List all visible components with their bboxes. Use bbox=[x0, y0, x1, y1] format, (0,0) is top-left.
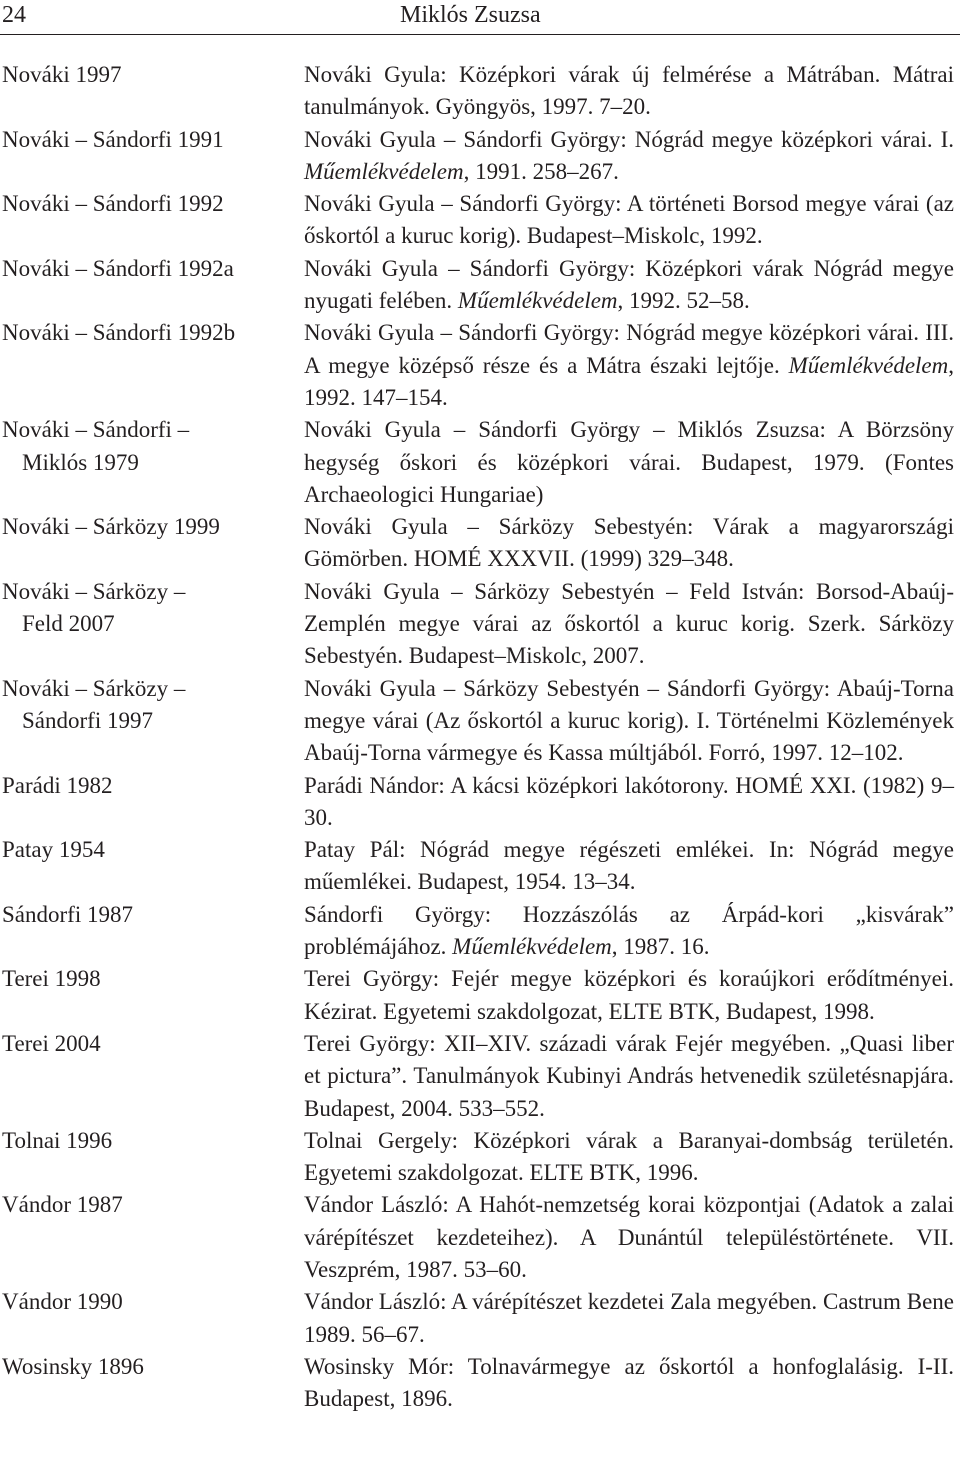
reference-entry bbox=[0, 59, 960, 124]
reference-key bbox=[2, 963, 292, 995]
citation-text: Nováki Gyula – Sárközy Sebestyén: Várak a magyarországi Gömörben. HOMÉ XXXVII. (1999) 329–348. bbox=[304, 514, 954, 572]
citation-text: Wosinsky Mór: Tolnavármegye az őskortól a honfoglalásig. I-II. Budapest, 1896. bbox=[304, 1353, 954, 1412]
reference-key-line: Feld 2007 bbox=[22, 611, 115, 637]
citation-text: , 1992. 52–58. bbox=[617, 288, 750, 314]
reference-entry bbox=[0, 1028, 960, 1125]
reference-key-line: Tolnai 1996 bbox=[2, 1127, 113, 1153]
reference-key-line: Nováki – Sándorfi 1992b bbox=[2, 320, 236, 346]
reference-key bbox=[2, 253, 292, 285]
reference-key-line: Sándorfi 1987 bbox=[2, 901, 133, 927]
reference-key-line: Nováki – Sándorfi 1992 bbox=[2, 191, 224, 217]
reference-key-line: Nováki – Sándorfi – bbox=[2, 417, 190, 443]
reference-citation bbox=[304, 253, 954, 318]
citation-text: , 1991. 258–267. bbox=[463, 158, 619, 184]
reference-key bbox=[2, 188, 292, 220]
reference-key bbox=[2, 770, 292, 802]
reference-citation bbox=[304, 59, 954, 124]
reference-citation bbox=[304, 1351, 954, 1416]
reference-key-line: Nováki – Sárközy – bbox=[2, 675, 186, 701]
reference-key bbox=[2, 124, 292, 156]
reference-key-line: Nováki – Sárközy 1999 bbox=[2, 514, 220, 540]
journal-title: Műemlékvédelem bbox=[452, 934, 612, 960]
reference-citation bbox=[304, 317, 954, 414]
journal-title: Műemlékvédelem bbox=[788, 352, 949, 378]
reference-key bbox=[2, 59, 292, 91]
citation-text: Parádi Nándor: A kácsi középkori lakótorony. HOMÉ XXI. (1982) 9–30. bbox=[304, 772, 954, 830]
reference-key bbox=[2, 1125, 292, 1157]
page-header bbox=[0, 0, 960, 35]
citation-text: Nováki Gyula – Sándorfi György: Nógrád megye középkori várai. III. A megye középső része és a Mátra északi lejtője. bbox=[304, 320, 954, 378]
reference-entry bbox=[0, 1189, 960, 1286]
citation-text: Patay Pál: Nógrád megye régészeti emlékei. In: Nógrád megye műemlékei. Budapest, 1954. 13–34. bbox=[304, 837, 954, 895]
citation-text: Nováki Gyula – Sándorfi György: Középkori várak Nógrád megye nyugati felében. bbox=[304, 255, 954, 314]
reference-key bbox=[2, 673, 292, 738]
reference-citation bbox=[304, 1286, 954, 1351]
reference-key bbox=[2, 1351, 292, 1383]
reference-key-line: Wosinsky 1896 bbox=[2, 1353, 144, 1379]
reference-citation bbox=[304, 511, 954, 576]
reference-key-line: Patay 1954 bbox=[2, 837, 105, 863]
citation-text: Nováki Gyula: Középkori várak új felmérése a Mátrában. Mátrai tanulmányok. Gyöngyös, 1997. 7–20. bbox=[304, 62, 954, 120]
reference-entry bbox=[0, 770, 960, 835]
reference-entry bbox=[0, 511, 960, 576]
reference-entry bbox=[0, 1286, 960, 1351]
reference-citation bbox=[304, 834, 954, 899]
reference-citation bbox=[304, 963, 954, 1028]
reference-key bbox=[2, 317, 292, 349]
reference-citation bbox=[304, 576, 954, 673]
citation-text: Terei György: XII–XIV. századi várak Fejér megyében. „Quasi liber et pictura”. Tanulmányok Kubinyi András hetvenedik születésnapjára. Budapest, 2004. 533–552. bbox=[304, 1030, 954, 1121]
journal-title: Műemlékvédelem bbox=[304, 158, 464, 184]
reference-entry bbox=[0, 1125, 960, 1190]
reference-key-line: Vándor 1990 bbox=[2, 1289, 123, 1315]
reference-key-line: Nováki – Sándorfi 1992a bbox=[2, 255, 234, 281]
reference-entry bbox=[0, 673, 960, 770]
reference-citation bbox=[304, 770, 954, 835]
reference-citation bbox=[304, 414, 954, 511]
reference-key bbox=[2, 1189, 292, 1221]
reference-key bbox=[2, 899, 292, 931]
reference-citation bbox=[304, 124, 954, 189]
reference-citation bbox=[304, 1189, 954, 1286]
citation-text: Nováki Gyula – Sárközy Sebestyén – Sándorfi György: Abaúj-Torna megye várai (Az őskortól a kuruc korig). I. Történelmi Közlemények Abaúj-Torna vármegye és Kassa múltjából. Forró, 1997. 12–102. bbox=[304, 675, 954, 766]
citation-text: , 1987. 16. bbox=[611, 934, 710, 960]
reference-key bbox=[2, 511, 292, 543]
reference-citation bbox=[304, 188, 954, 253]
reference-key bbox=[2, 576, 292, 641]
reference-list bbox=[0, 59, 960, 1415]
citation-text: Vándor László: A Hahót-nemzetség korai központjai (Adatok a zalai várépítészet kezdeteihez). A Dunántúl településtörténete. VII. Veszprém, 1987. 53–60. bbox=[304, 1192, 954, 1282]
reference-entry bbox=[0, 188, 960, 253]
reference-key bbox=[2, 1028, 292, 1060]
reference-citation bbox=[304, 899, 954, 964]
reference-entry bbox=[0, 963, 960, 1028]
reference-key-line: Nováki – Sándorfi 1991 bbox=[2, 126, 224, 152]
reference-citation bbox=[304, 1125, 954, 1190]
reference-key-line: Terei 1998 bbox=[2, 966, 101, 992]
reference-key-line: Parádi 1982 bbox=[2, 772, 113, 798]
running-head: Miklós Zsuzsa bbox=[400, 2, 541, 28]
citation-text: Vándor László: A várépítészet kezdetei Zala megyében. Castrum Bene 1989. 56–67. bbox=[304, 1289, 954, 1347]
reference-entry bbox=[0, 414, 960, 511]
reference-key bbox=[2, 834, 292, 866]
reference-entry bbox=[0, 317, 960, 414]
reference-citation bbox=[304, 1028, 954, 1125]
citation-text: Tolnai Gergely: Középkori várak a Baranyai-dombság területén. Egyetemi szakdolgozat. ELTE BTK, 1996. bbox=[304, 1127, 954, 1186]
reference-key bbox=[2, 414, 292, 479]
citation-text: Nováki Gyula – Sárközy Sebestyén – Feld István: Borsod-Abaúj-Zemplén megye várai az őskortól a kuruc korig. Szerk. Sárközy Sebestyén. Budapest–Miskolc, 2007. bbox=[304, 578, 954, 669]
reference-entry bbox=[0, 1351, 960, 1416]
page-number: 24 bbox=[2, 2, 26, 28]
journal-title: Műemlékvédelem bbox=[457, 288, 618, 314]
reference-citation bbox=[304, 673, 954, 770]
reference-entry bbox=[0, 124, 960, 189]
citation-text: Nováki Gyula – Sándorfi György – Miklós Zsuzsa: A Börzsöny hegység őskori és középkori várai. Budapest, 1979. (Fontes Archaeologici Hungariae) bbox=[304, 417, 954, 507]
citation-text: Sándorfi György: Hozzászólás az Árpád-kori „kisvárak” problémájához. bbox=[304, 901, 954, 960]
citation-text: Nováki Gyula – Sándorfi György: A történeti Borsod megye várai (az őskortól a kuruc korig). Budapest–Miskolc, 1992. bbox=[304, 191, 954, 249]
reference-key-line: Nováki 1997 bbox=[2, 62, 122, 87]
reference-key-line: Sándorfi 1997 bbox=[22, 707, 153, 733]
reference-key-line: Vándor 1987 bbox=[2, 1192, 123, 1218]
reference-entry bbox=[0, 834, 960, 899]
citation-text: Nováki Gyula – Sándorfi György: Nógrád megye középkori várai. I. bbox=[304, 126, 954, 152]
reference-entry bbox=[0, 576, 960, 673]
citation-text: Terei György: Fejér megye középkori és koraújkori erődítményei. Kézirat. Egyetemi szakdolgozat, ELTE BTK, Budapest, 1998. bbox=[304, 966, 954, 1024]
reference-entry bbox=[0, 253, 960, 318]
reference-key bbox=[2, 1286, 292, 1318]
reference-key-line: Nováki – Sárközy – bbox=[2, 578, 186, 604]
reference-key-line: Terei 2004 bbox=[2, 1030, 101, 1056]
citation-text: , 1992. 147–154. bbox=[304, 352, 954, 410]
reference-key-line: Miklós 1979 bbox=[22, 449, 139, 475]
reference-entry bbox=[0, 899, 960, 964]
